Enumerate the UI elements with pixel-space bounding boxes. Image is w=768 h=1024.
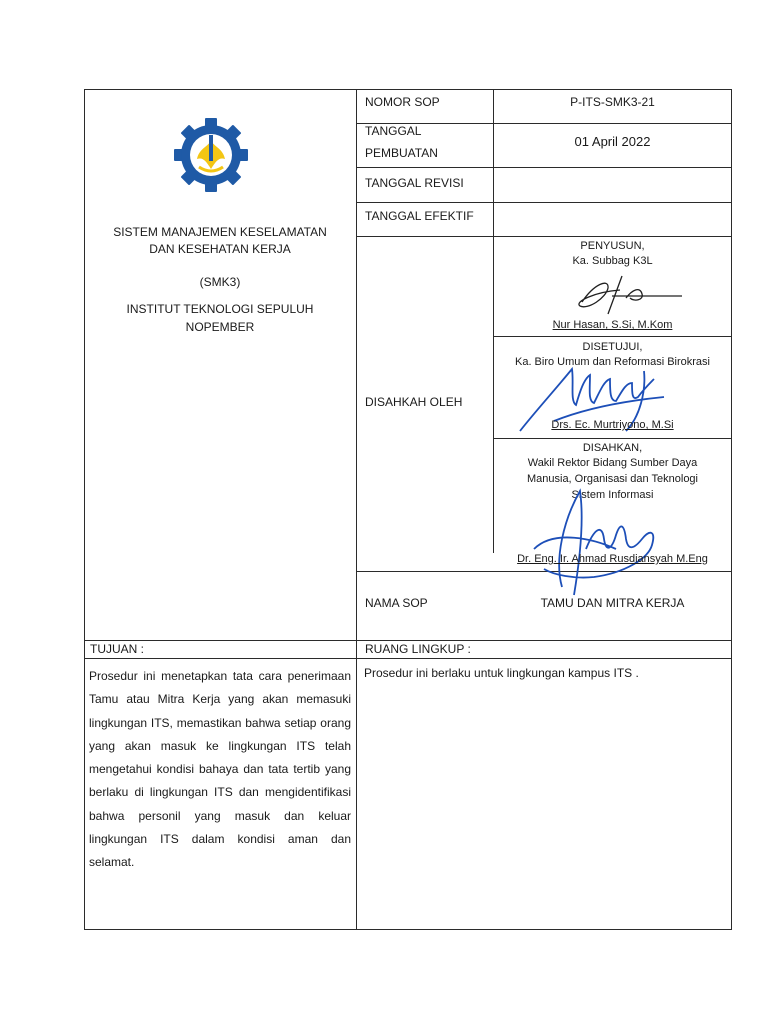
tujuan-label: TUJUAN : [90,642,144,656]
disetujui-position: Ka. Biro Umum dan Reformasi Birokrasi [514,356,710,368]
nomor-sop-label: NOMOR SOP [365,95,440,109]
disahkan-oleh-label: DISAHKAH OLEH [365,395,463,409]
row-divider [356,236,732,237]
column-divider-main [356,89,357,930]
row-divider [84,640,732,641]
disahkan-position-line-3: Sistem Informasi [571,489,654,501]
tanggal-efektif-label: TANGGAL EFEKTIF [365,209,474,223]
tanggal-pembuatan-label-1: TANGGAL [365,124,422,138]
institution-name-line-2: NOPEMBER [185,320,255,334]
disetujui-role: DISETUJUI, [582,341,643,353]
disahkan-position-line-1: Wakil Rektor Bidang Sumber Daya [527,457,698,469]
nomor-sop-value: P-ITS-SMK3-21 [570,95,655,109]
row-divider [84,658,732,659]
table-border-right [731,89,732,930]
penyusun-name: Nur Hasan, S.Si, M.Kom [552,319,673,331]
table-border-top [84,89,732,90]
penyusun-position: Ka. Subbag K3L [572,255,653,267]
tanggal-pembuatan-label-2: PEMBUATAN [365,146,438,160]
tujuan-text: Prosedur ini menetapkan tata cara penerimaan Tamu atau Mitra Kerja yang akan memasuki lingkungan ITS, memastikan bahwa setiap orang yang akan masuk ke lingkungan ITS telah mengetahui kondisi bahaya dan tata tertib yang berlaku di lingkungan ITS dan mengidentifikasi bahwa personil yang masuk dan keluar lingkungan ITS dalam kondisi aman dan selamat. [89,669,351,870]
row-divider [356,167,732,168]
signature-disahkan [524,479,664,599]
penyusun-role: PENYUSUN, [580,240,645,252]
row-divider [493,336,732,337]
tanggal-pembuatan-value: 01 April 2022 [574,134,651,149]
its-logo-icon [173,117,249,193]
institution-name-line-1: INSTITUT TEKNOLOGI SEPULUH [126,302,314,316]
sop-document [84,89,732,930]
ruang-lingkup-label: RUANG LINGKUP : [365,642,471,656]
disetujui-name: Drs. Ec. Murtriyono, M.Si [551,419,674,431]
disahkan-role: DISAHKAN, [582,442,643,454]
org-title-line-2: DAN KESEHATAN KERJA [149,242,291,256]
org-abbreviation: (SMK3) [199,275,241,289]
disahkan-position-line-2: Manusia, Organisasi dan Teknologi [526,473,698,485]
table-border-bottom [84,929,732,930]
table-border-left [84,89,85,930]
row-divider [356,202,732,203]
tanggal-revisi-label: TANGGAL REVISI [365,176,464,190]
nama-sop-label: NAMA SOP [365,596,428,610]
ruang-lingkup-text: Prosedur ini berlaku untuk lingkungan kampus ITS . [364,666,639,680]
disahkan-name: Dr. Eng. Ir. Ahmad Rusdiansyah M.Eng [517,553,708,565]
signature-penyusun [564,272,684,316]
org-title-line-1: SISTEM MANAJEMEN KESELAMATAN [113,225,327,239]
nama-sop-value: TAMU DAN MITRA KERJA [540,596,685,610]
